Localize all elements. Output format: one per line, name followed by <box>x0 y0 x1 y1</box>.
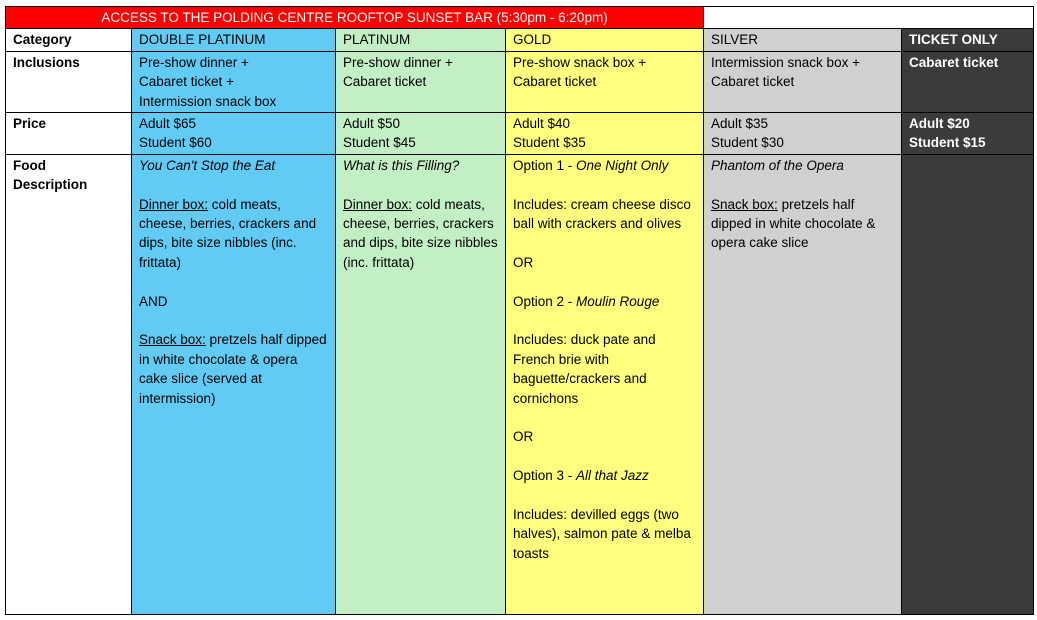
dinner-box-description: cold meats, cheese, berries, crackers and dips, bite size nibbles (inc. frittata) <box>343 196 498 270</box>
inclusions-silver <box>704 51 902 112</box>
food-label-line1: Food <box>13 157 46 173</box>
price-adult: Adult $35 <box>711 116 769 132</box>
price-gold <box>506 113 704 155</box>
food-gold <box>506 154 704 614</box>
price-student: Student $15 <box>909 135 986 151</box>
inclusion-line: Pre-show snack box + <box>513 54 647 70</box>
dinner-box-description: cold meats, cheese, berries, crackers and dips, bite size nibbles (inc. frittata) <box>139 196 317 270</box>
option-3-includes: Includes: devilled eggs (two halves), salmon pate & melba toasts <box>513 507 691 561</box>
price-student: Student $45 <box>343 135 416 151</box>
food-description-label <box>6 154 132 614</box>
or-connector: OR <box>513 254 534 270</box>
inclusions-double-platinum <box>132 51 336 112</box>
price-adult: Adult $40 <box>513 116 571 132</box>
option-2-heading <box>513 292 696 311</box>
dinner-box-text <box>139 195 328 273</box>
inclusion-line: Cabaret ticket <box>513 74 597 90</box>
price-student: Student $60 <box>139 135 212 151</box>
menu-title: What is this Filling? <box>343 157 460 173</box>
or-connector: OR <box>513 429 534 445</box>
price-adult: Adult $65 <box>139 116 197 132</box>
inclusions-ticket-only <box>902 51 1034 112</box>
inclusion-line: Cabaret ticket <box>711 74 795 90</box>
option-1-includes: Includes: cream cheese disco ball with crackers and olives <box>513 196 691 232</box>
inclusions-row <box>6 51 1034 112</box>
price-student: Student $35 <box>513 135 586 151</box>
option-2-includes: Includes: duck pate and French brie with baguette/crackers and cornichons <box>513 332 656 406</box>
pricing-table <box>5 6 1034 615</box>
banner-blank-cell <box>704 7 1034 29</box>
price-adult: Adult $20 <box>909 116 970 132</box>
food-double-platinum <box>132 154 336 614</box>
category-gold: GOLD <box>506 29 704 51</box>
category-row <box>6 29 1034 51</box>
snack-box-label: Snack box: <box>139 332 206 348</box>
menu-title: Phantom of the Opera <box>711 157 844 173</box>
option-1-prefix: Option 1 - <box>513 157 577 173</box>
inclusions-platinum <box>336 51 506 112</box>
price-double-platinum <box>132 113 336 155</box>
inclusions-label: Inclusions <box>6 51 132 112</box>
food-label-line2: Description <box>13 177 88 193</box>
snack-box-label: Snack box: <box>711 196 778 212</box>
food-platinum <box>336 154 506 614</box>
and-connector: AND <box>139 293 168 309</box>
banner-row <box>6 7 1034 29</box>
snack-box-description: pretzels half dipped in white chocolate & opera cake slice <box>711 196 876 251</box>
snack-box-description: pretzels half dipped in white chocolate & opera cake slice (served at intermission) <box>139 332 327 406</box>
snack-box-text <box>139 330 328 408</box>
inclusion-line: Cabaret ticket <box>343 74 427 90</box>
price-platinum <box>336 113 506 155</box>
option-1-heading <box>513 156 696 175</box>
price-label: Price <box>6 113 132 155</box>
option-3-prefix: Option 3 - <box>513 468 577 484</box>
price-ticket-only <box>902 113 1034 155</box>
inclusion-line: Cabaret ticket <box>909 54 999 70</box>
category-platinum: PLATINUM <box>336 29 506 51</box>
price-student: Student $30 <box>711 135 784 151</box>
dinner-box-label: Dinner box: <box>139 196 209 212</box>
price-adult: Adult $50 <box>343 116 401 132</box>
option-2-name: Moulin Rouge <box>576 293 660 309</box>
inclusion-line: Pre-show dinner + <box>139 54 249 70</box>
option-1-name: One Night Only <box>576 157 669 173</box>
food-ticket-only <box>902 154 1034 614</box>
price-silver <box>704 113 902 155</box>
food-silver <box>704 154 902 614</box>
option-2-prefix: Option 2 - <box>513 293 577 309</box>
banner-title: ACCESS TO THE POLDING CENTRE ROOFTOP SUNSET BAR (5:30pm - 6:20pm) <box>6 7 704 29</box>
inclusions-gold <box>506 51 704 112</box>
inclusion-line: Intermission snack box <box>139 93 277 109</box>
price-row <box>6 113 1034 155</box>
category-double-platinum: DOUBLE PLATINUM <box>132 29 336 51</box>
inclusion-line: Intermission snack box + <box>711 54 860 70</box>
category-silver: SILVER <box>704 29 902 51</box>
option-3-heading <box>513 466 696 485</box>
dinner-box-text <box>343 195 498 273</box>
option-3-name: All that Jazz <box>576 468 649 484</box>
inclusion-line: Pre-show dinner + <box>343 54 453 70</box>
category-label: Category <box>6 29 132 51</box>
dinner-box-label: Dinner box: <box>343 196 413 212</box>
category-ticket-only: TICKET ONLY <box>902 29 1034 51</box>
menu-title: You Can't Stop the Eat <box>139 157 276 173</box>
snack-box-text <box>711 195 894 253</box>
food-row <box>6 154 1034 614</box>
inclusion-line: Cabaret ticket + <box>139 74 234 90</box>
